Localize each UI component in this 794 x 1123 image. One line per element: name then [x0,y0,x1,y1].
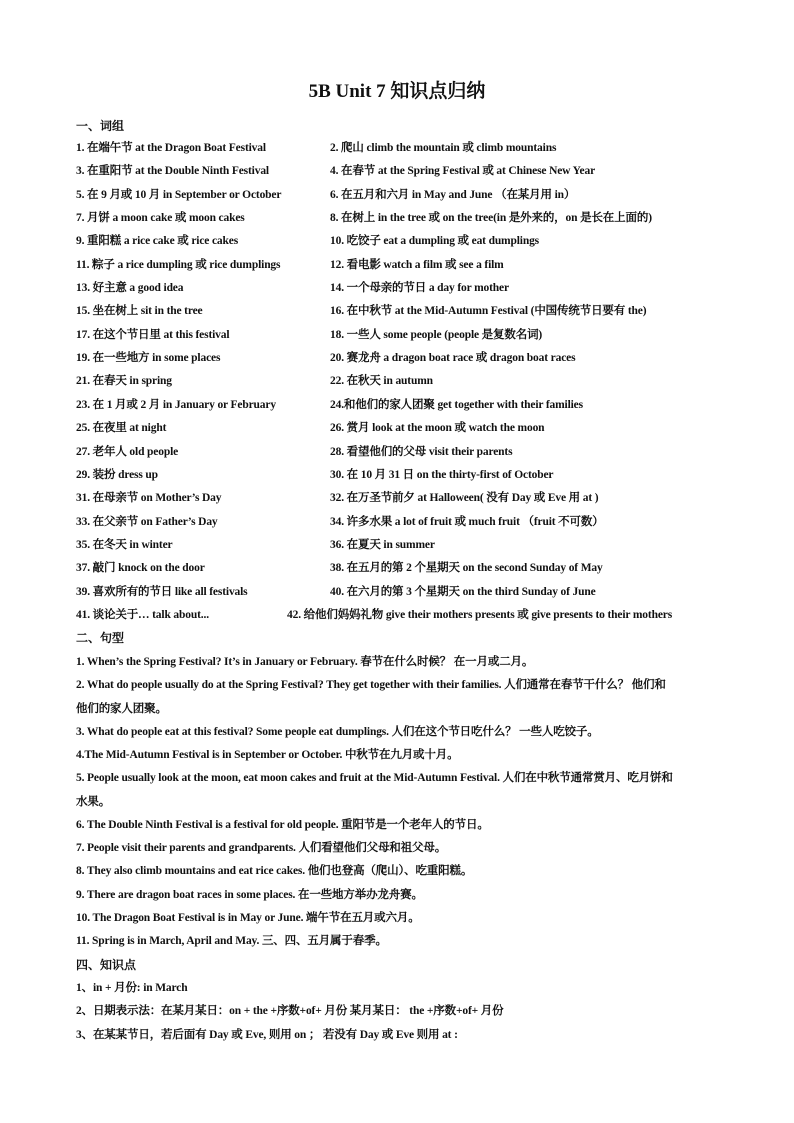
phrase-item: 21. 在春天 in spring [76,375,172,387]
phrase-item: 36. 在夏天 in summer [330,539,435,551]
phrase-item: 19. 在一些地方 in some places [76,352,221,364]
phrase-item: 33. 在父亲节 on Father’s Day [76,516,218,528]
section-heading-sentences: 二、句型 [76,631,125,645]
sentence-line: 水果。 [76,796,111,808]
phrase-item: 31. 在母亲节 on Mother’s Day [76,492,222,504]
sentence-line: 11. Spring is in March, April and May. 三、四、五月属于春季。 [76,935,387,947]
section-heading-phrases: 一、词组 [76,119,125,133]
sentence-line: 5. People usually look at the moon, eat moon cakes and fruit at the Mid-Autumn Festival. 人们在中秋节通常赏月、吃月饼和 [76,772,673,784]
phrase-item: 27. 老年人 old people [76,446,179,458]
phrase-item: 24.和他们的家人团聚 get together with their families [330,399,583,411]
point-line: 2、日期表示法：在某月某日：on + the +序数+of+ 月份 某月某日： the +序数+of+ 月份 [76,1005,504,1017]
point-line: 3、在某某节日，若后面有 Day 或 Eve, 则用 on ； 若没有 Day 或 Eve 则用 at : [76,1029,458,1041]
phrase-item: 11. 粽子 a rice dumpling 或 rice dumplings [76,259,281,271]
phrase-item: 9. 重阳糕 a rice cake 或 rice cakes [76,235,239,247]
phrase-item: 42. 给他们妈妈礼物 give their mothers presents 或 give presents to their mothers [287,609,673,621]
phrase-item: 20. 赛龙舟 a dragon boat race 或 dragon boat races [330,352,576,364]
phrase-item: 30. 在 10 月 31 日 on the thirty-first of October [330,469,554,481]
phrase-item: 2. 爬山 climb the mountain 或 climb mountains [330,142,557,154]
phrase-item: 34. 许多水果 a lot of fruit 或 much fruit （fruit 不可数） [330,516,604,528]
phrase-item: 32. 在万圣节前夕 at Halloween( 没有 Day 或 Eve 用 at ) [330,492,599,504]
phrase-item: 41. 谈论关于… talk about... [76,609,209,621]
phrase-item: 37. 敲门 knock on the door [76,562,205,574]
phrase-item: 16. 在中秋节 at the Mid-Autumn Festival (中国传统节日要有 the) [330,305,647,317]
sentence-line: 8. They also climb mountains and eat rice cakes. 他们也登高（爬山）、吃重阳糕。 [76,865,473,877]
phrase-item: 10. 吃饺子 eat a dumpling 或 eat dumplings [330,235,539,247]
phrase-item: 5. 在 9 月或 10 月 in September or October [76,189,282,201]
phrase-item: 1. 在端午节 at the Dragon Boat Festival [76,142,266,154]
phrase-item: 17. 在这个节日里 at this festival [76,329,230,341]
sentence-line: 他们的家人团聚。 [76,703,167,715]
phrase-item: 29. 装扮 dress up [76,469,158,481]
sentence-line: 7. People visit their parents and grandparents. 人们看望他们父母和祖父母。 [76,842,447,854]
sentence-line: 10. The Dragon Boat Festival is in May or June. 端午节在五月或六月。 [76,912,420,924]
sentence-line: 2. What do people usually do at the Spring Festival? They get together with their families. 人们通常在春节干什么？ 他们和 [76,679,666,691]
phrase-item: 28. 看望他们的父母 visit their parents [330,446,513,458]
phrase-item: 12. 看电影 watch a film 或 see a film [330,259,504,271]
phrase-item: 26. 赏月 look at the moon 或 watch the moon [330,422,545,434]
phrase-item: 40. 在六月的第 3 个星期天 on the third Sunday of June [330,586,596,598]
sentence-line: 6. The Double Ninth Festival is a festival for old people. 重阳节是一个老年人的节日。 [76,819,489,831]
phrase-item: 23. 在 1 月或 2 月 in January or February [76,399,276,411]
sentence-line: 3. What do people eat at this festival? Some people eat dumplings. 人们在这个节日吃什么？ 一些人吃饺子。 [76,726,599,738]
phrase-item: 39. 喜欢所有的节日 like all festivals [76,586,248,598]
phrase-item: 3. 在重阳节 at the Double Ninth Festival [76,165,269,177]
section-heading-points: 四、知识点 [76,958,137,972]
phrase-item: 8. 在树上 in the tree 或 on the tree(in 是外来的，on 是长在上面的) [330,212,652,224]
sentence-line: 4.The Mid-Autumn Festival is in September or October. 中秋节在九月或十月。 [76,749,459,761]
phrase-item: 15. 坐在树上 sit in the tree [76,305,203,317]
phrase-item: 18. 一些人 some people (people 是复数名词) [330,329,543,341]
phrase-item: 35. 在冬天 in winter [76,539,173,551]
phrase-item: 25. 在夜里 at night [76,422,167,434]
page-title: 5B Unit 7 知识点归纳 [308,81,486,102]
phrase-item: 22. 在秋天 in autumn [330,375,433,387]
phrase-item: 4. 在春节 at the Spring Festival 或 at Chinese New Year [330,165,596,177]
sentence-line: 9. There are dragon boat races in some places. 在一些地方举办龙舟赛。 [76,889,423,901]
phrase-item: 7. 月饼 a moon cake 或 moon cakes [76,212,245,224]
sentence-line: 1. When’s the Spring Festival? It’s in January or February. 春节在什么时候？ 在一月或二月。 [76,656,534,668]
point-line: 1、in + 月份: in March [76,982,188,994]
phrase-item: 14. 一个母亲的节日 a day for mother [330,282,509,294]
phrase-item: 6. 在五月和六月 in May and June （在某月用 in） [330,189,576,201]
phrase-item: 13. 好主意 a good idea [76,282,184,294]
phrase-item: 38. 在五月的第 2 个星期天 on the second Sunday of May [330,562,603,574]
